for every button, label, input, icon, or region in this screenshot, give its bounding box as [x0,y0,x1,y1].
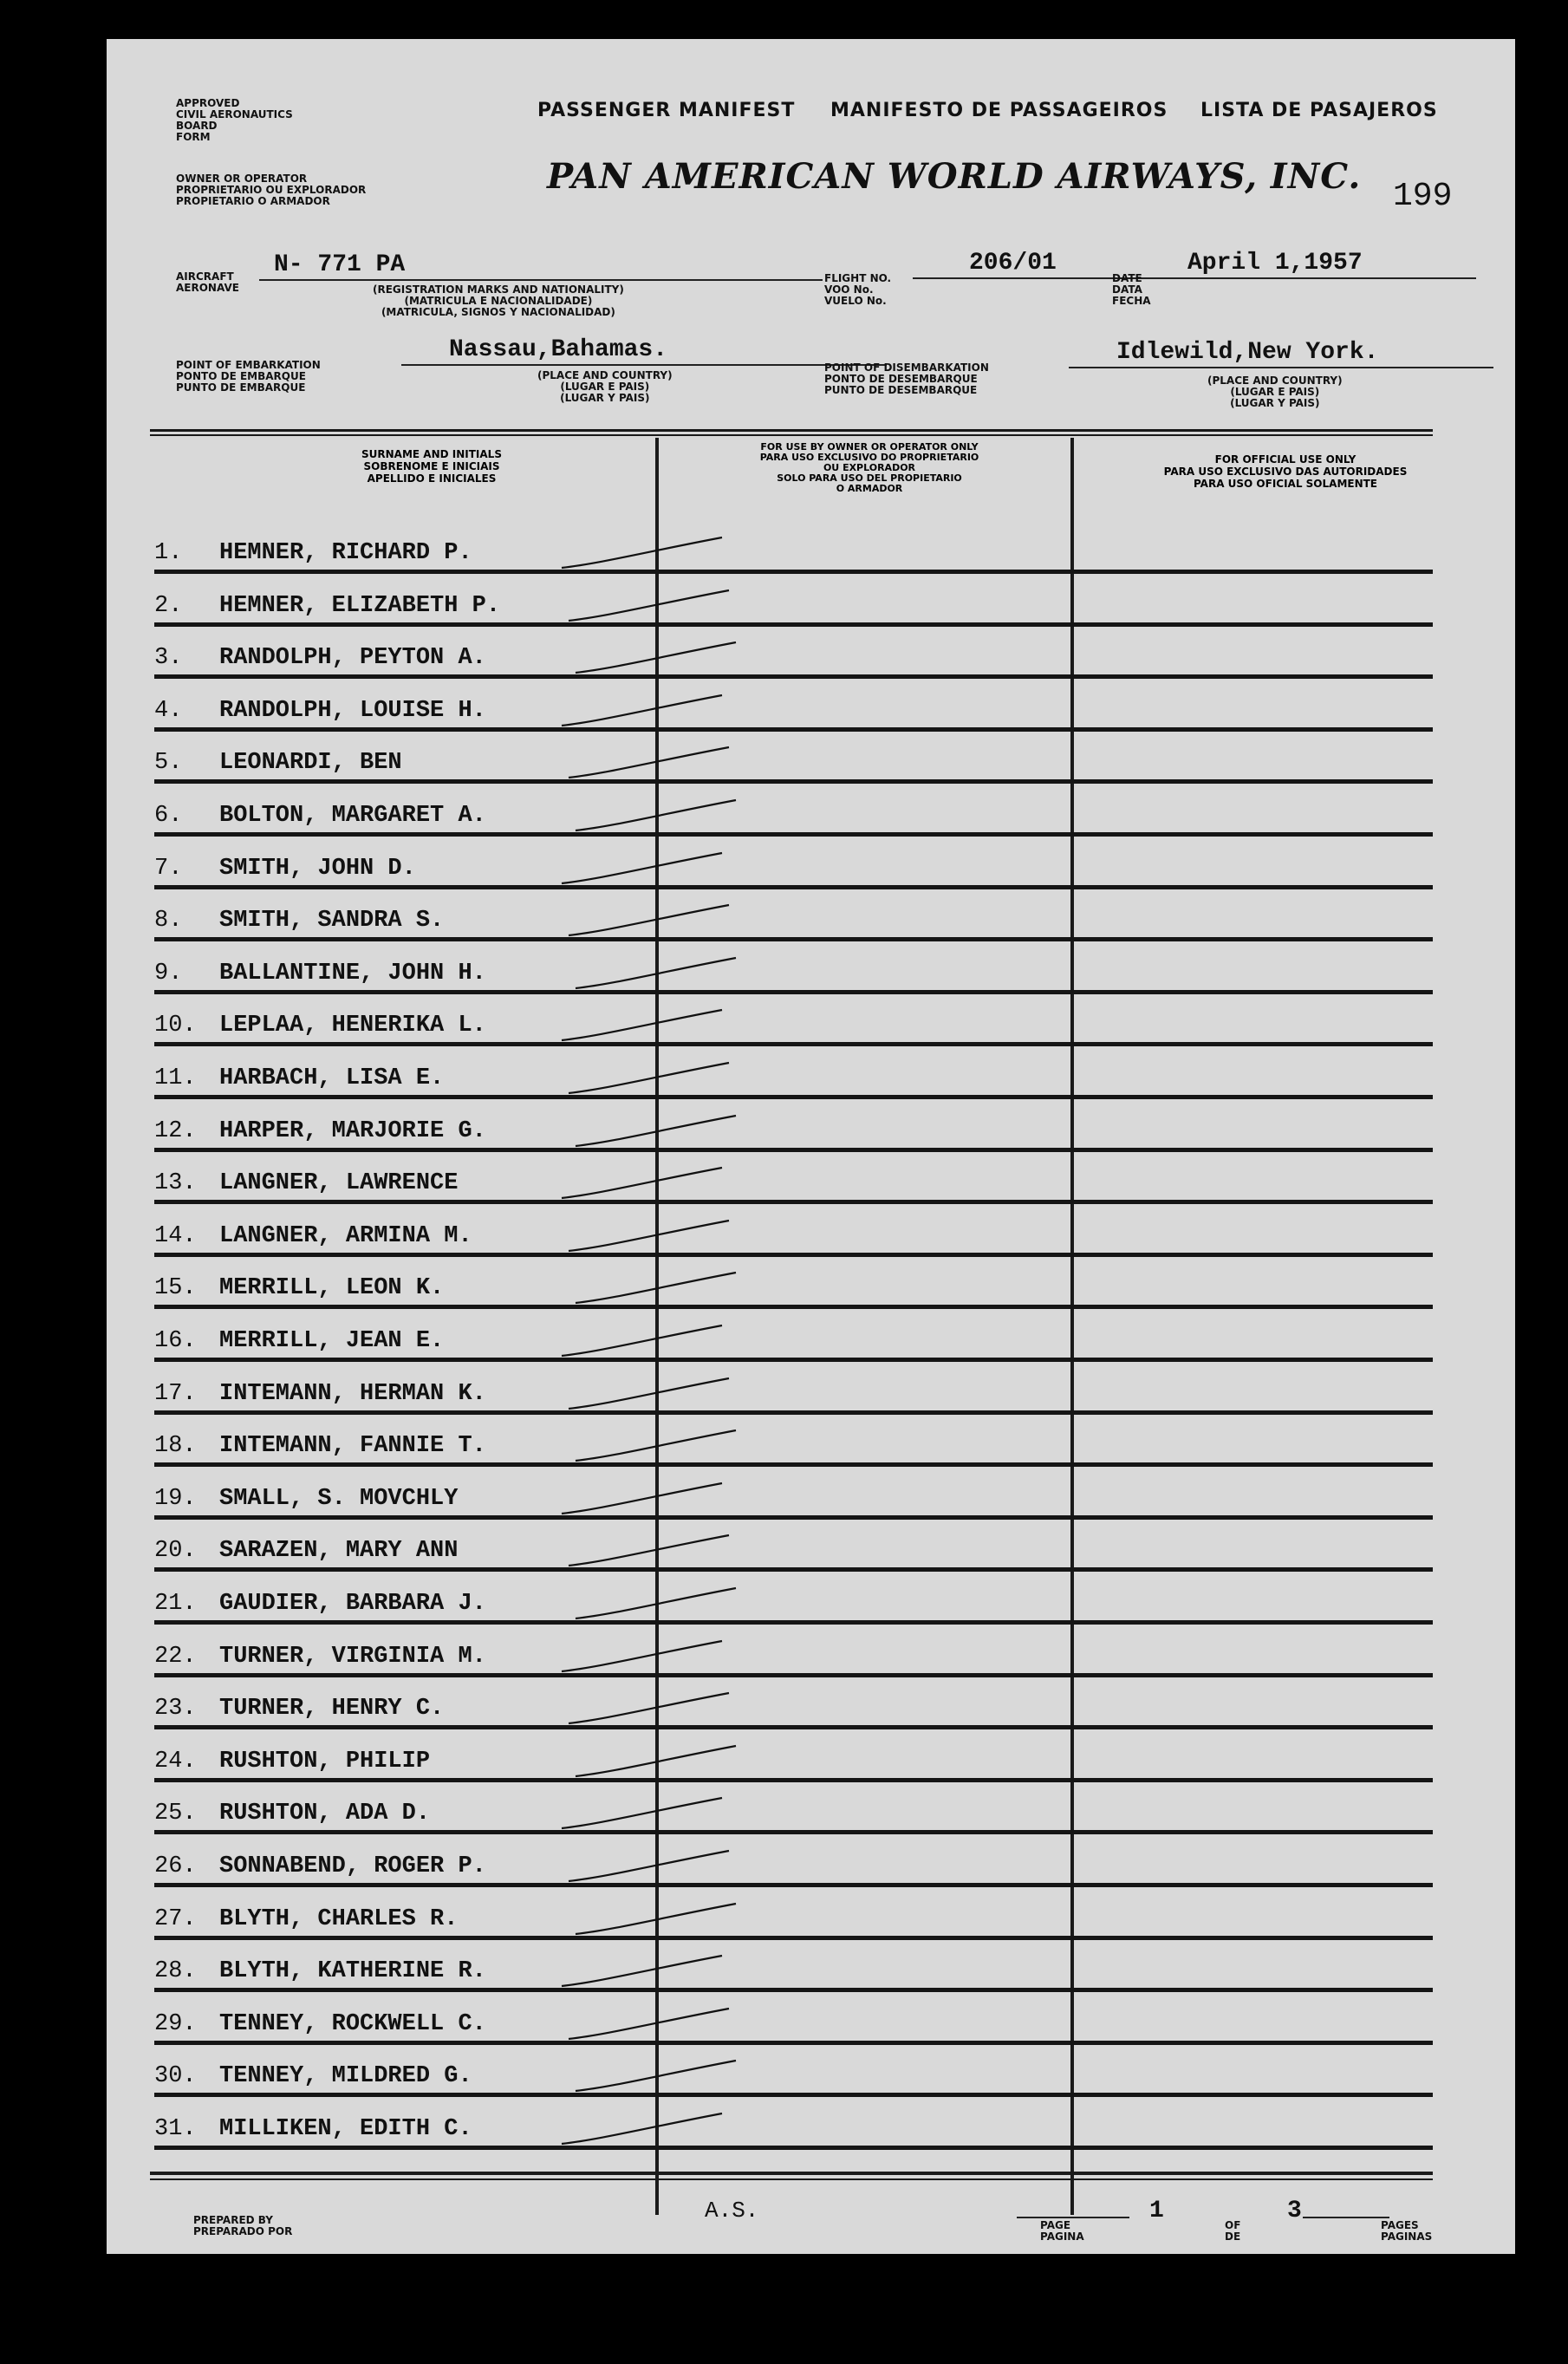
passenger-name: LEONARDI, BEN [219,750,402,776]
check-mark-stroke [564,1058,738,1102]
passenger-name: SMITH, SANDRA S. [219,908,445,934]
check-mark-stroke [571,1426,745,1469]
aircraft-label-line: AIRCRAFT [176,270,234,283]
prepared-initials: A.S. [705,2198,759,2224]
flight-label-line: VOO No. [824,283,874,296]
passenger-number: 15. [154,1275,197,1301]
passenger-name: RUSHTON, PHILIP [219,1749,431,1775]
colhead-line: PARA USO EXCLUSIVO DO PROPRIETARIO [759,452,979,463]
row-rule [154,779,1433,784]
check-mark-stroke [564,1216,738,1260]
check-mark-stroke [557,691,731,734]
passenger-name: BLYTH, KATHERINE R. [219,1958,486,1984]
embark-sub-line: (LUGAR E PAIS) [560,381,650,393]
row-rule [154,2146,1433,2150]
row-rule [154,1305,1433,1309]
column-divider-right [1070,438,1074,2215]
passenger-number: 12. [154,1118,197,1144]
aircraft-value: N- 771 PA [274,251,406,278]
passenger-number: 5. [154,750,183,776]
embark-value: Nassau,Bahamas. [449,336,668,363]
row-rule [154,1830,1433,1834]
passenger-number: 16. [154,1328,197,1354]
check-mark-stroke [571,1111,745,1155]
flight-value: 206/01 [969,250,1057,277]
check-mark-stroke [571,954,745,997]
row-rule [154,1620,1433,1625]
passenger-name: SMITH, JOHN D. [219,856,416,882]
form-info-line: BOARD [176,120,218,132]
passenger-name: GAUDIER, BARBARA J. [219,1591,486,1617]
page-stamp: 199 [1393,178,1453,215]
embark-label-line: POINT OF EMBARKATION [176,359,321,371]
date-value: April 1,1957 [1187,250,1363,277]
embark-label-line: PUNTO DE EMBARQUE [176,381,306,394]
check-mark-stroke [557,1006,731,1049]
passenger-number: 22. [154,1644,197,1670]
colhead-line: FOR OFFICIAL USE ONLY [1214,453,1357,466]
row-rule [154,1462,1433,1467]
passenger-number: 13. [154,1170,197,1196]
check-mark-stroke [564,2004,738,2048]
colhead-line: PARA USO OFICIAL SOLAMENTE [1193,478,1378,490]
disembark-label-line: POINT OF DISEMBARKATION [824,361,989,374]
row-rule [154,1148,1433,1152]
passenger-number: 20. [154,1538,197,1564]
passenger-number: 18. [154,1433,197,1459]
title-spanish: LISTA DE PASAJEROS [1200,100,1438,121]
row-rule [154,1410,1433,1415]
passenger-name: BLYTH, CHARLES R. [219,1906,459,1932]
embark-label-line: PONTO DE EMBARQUE [176,370,306,382]
embark-underline [401,364,887,366]
passenger-number: 23. [154,1696,197,1722]
of-label [1225,2220,1240,2243]
disembark-sub-line: (LUGAR E PAIS) [1230,386,1320,398]
prepared-by-label [193,2215,292,2237]
colhead-line: SOBRENOME E INICIAIS [363,460,500,472]
disembark-sub-line: (PLACE AND COUNTRY) [1207,374,1343,387]
row-rule [154,990,1433,994]
company-name: PAN AMERICAN WORLD AIRWAYS, INC. [547,156,1362,197]
row-rule [154,622,1433,627]
row-rule [154,674,1433,679]
embark-sub-line: (PLACE AND COUNTRY) [537,369,673,381]
table-bottom-rule [150,2172,1433,2175]
of-label-line: OF [1225,2219,1241,2231]
row-rule [154,1725,1433,1729]
colhead-line: SURNAME AND INITIALS [361,448,502,460]
owner-label-line: PROPRIETARIO OU EXPLORADOR [176,184,367,196]
check-mark-stroke [571,638,745,681]
passenger-number: 21. [154,1591,197,1617]
row-rule [154,2093,1433,2097]
passenger-number: 11. [154,1065,197,1091]
row-rule [154,1673,1433,1677]
owner-label-line: OWNER OR OPERATOR [176,173,308,185]
passenger-name: BOLTON, MARGARET A. [219,803,486,829]
check-mark-stroke [571,1268,745,1312]
disembark-caption [1207,375,1343,409]
disembark-label-line: PUNTO DE DESEMBARQUE [824,384,978,396]
row-rule [154,1883,1433,1887]
page-label [1040,2220,1084,2243]
passenger-name: RANDOLPH, LOUISE H. [219,698,486,724]
row-rule [154,937,1433,941]
registration-caption [373,284,624,318]
pages-label [1381,2220,1432,2243]
passenger-name: TURNER, VIRGINIA M. [219,1644,486,1670]
column-header-names [228,448,635,485]
pages-label-line: PAGES [1381,2219,1419,2231]
passenger-number: 1. [154,540,183,566]
check-mark-stroke [564,901,738,944]
passenger-number: 4. [154,698,183,724]
passenger-name: RUSHTON, ADA D. [219,1801,431,1827]
passenger-number: 6. [154,803,183,829]
passenger-name: BALLANTINE, JOHN H. [219,961,486,987]
check-mark-stroke [557,1794,731,1837]
colhead-line: APELLIDO E INICIALES [367,472,497,485]
passenger-name: TURNER, HENRY C. [219,1696,445,1722]
passenger-number: 31. [154,2116,197,2142]
passenger-name: SMALL, S. MOVCHLY [219,1486,459,1512]
date-label-line: DATA [1112,283,1142,296]
form-info-line: CIVIL AERONAUTICS [176,108,293,120]
check-mark-stroke [557,849,731,892]
passenger-name: HARPER, MARJORIE G. [219,1118,486,1144]
passenger-number: 7. [154,856,183,882]
passenger-number: 2. [154,593,183,619]
check-mark-stroke [557,533,731,576]
passenger-number: 30. [154,2063,197,2089]
passenger-name: TENNEY, MILDRED G. [219,2063,472,2089]
row-rule [154,885,1433,889]
table-top-rule [150,429,1433,432]
passenger-name: SONNABEND, ROGER P. [219,1853,486,1879]
page-label-line: PAGINA [1040,2230,1084,2243]
row-rule [154,1778,1433,1782]
disembark-label-line: PONTO DE DESEMBARQUE [824,373,978,385]
check-mark-stroke [557,1163,731,1207]
colhead-line: PARA USO EXCLUSIVO DAS AUTORIDADES [1163,466,1408,478]
aircraft-label [176,271,239,294]
check-mark-stroke [564,743,738,786]
form-info-line: APPROVED [176,97,240,109]
form-info-line: FORM [176,131,211,143]
passenger-number: 19. [154,1486,197,1512]
passenger-number: 14. [154,1223,197,1249]
check-mark-stroke [557,1479,731,1522]
check-mark-stroke [557,1951,731,1995]
of-label-line: DE [1225,2230,1241,2243]
prepared-line: PREPARADO POR [193,2225,293,2237]
passenger-number: 28. [154,1958,197,1984]
check-mark-stroke [571,2056,745,2100]
flight-label-line: FLIGHT NO. [824,272,892,284]
column-header-owner-use [661,442,1077,494]
passenger-number: 9. [154,961,183,987]
passenger-number: 3. [154,645,183,671]
title-english: PASSENGER MANIFEST [537,100,796,121]
prepared-line: PREPARED BY [193,2214,273,2226]
passenger-name: MERRILL, JEAN E. [219,1328,445,1354]
row-rule [154,570,1433,574]
passenger-name: TENNEY, ROCKWELL C. [219,2011,486,2037]
row-rule [154,1358,1433,1362]
check-mark-stroke [571,1899,745,1943]
passenger-number: 17. [154,1381,197,1407]
check-mark-stroke [564,586,738,629]
check-mark-stroke [557,1321,731,1364]
passenger-number: 25. [154,1801,197,1827]
colhead-line: FOR USE BY OWNER OR OPERATOR ONLY [760,441,979,453]
passenger-number: 27. [154,1906,197,1932]
disembark-sub-line: (LUGAR Y PAIS) [1230,397,1320,409]
registration-line: (REGISTRATION MARKS AND NATIONALITY) [373,283,624,296]
embark-sub-line: (LUGAR Y PAIS) [560,392,650,404]
passenger-number: 29. [154,2011,197,2037]
passenger-name: RANDOLPH, PEYTON A. [219,645,486,671]
passenger-name: LANGNER, LAWRENCE [219,1170,459,1196]
form-approval-block [176,98,293,143]
column-header-official-use [1069,453,1502,490]
flight-label-line: VUELO No. [824,295,887,307]
registration-line: (MATRICULA, SIGNOS Y NACIONALIDAD) [381,306,615,318]
row-rule [154,1253,1433,1257]
colhead-line: SOLO PARA USO DEL PROPIETARIO [777,472,962,484]
pages-label-line: PAGINAS [1381,2230,1433,2243]
title-portuguese: MANIFESTO DE PASSAGEIROS [830,100,1168,121]
page-underline [1017,2217,1129,2218]
passenger-name: HARBACH, LISA E. [219,1065,445,1091]
row-rule [154,1988,1433,1992]
passenger-name: MERRILL, LEON K. [219,1275,445,1301]
table-bottom-rule-thin [150,2178,1433,2180]
passenger-name: HEMNER, ELIZABETH P. [219,593,501,619]
table-top-rule-thin [150,434,1433,436]
check-mark-stroke [571,796,745,839]
aircraft-underline [259,279,823,281]
date-underline [1147,277,1476,279]
passenger-number: 8. [154,908,183,934]
date-label-line: DATE [1112,272,1142,284]
passenger-name: MILLIKEN, EDITH C. [219,2116,472,2142]
embark-label [176,360,321,394]
check-mark-stroke [564,1374,738,1417]
passenger-name: LANGNER, ARMINA M. [219,1223,472,1249]
row-rule [154,1200,1433,1204]
passenger-name: SARAZEN, MARY ANN [219,1538,459,1564]
row-rule [154,1515,1433,1520]
check-mark-stroke [571,1584,745,1627]
row-rule [154,1936,1433,1940]
flight-label [824,273,891,307]
check-mark-stroke [557,2109,731,2152]
disembark-underline [1069,367,1493,368]
embark-caption [537,370,673,404]
disembark-label [824,362,989,396]
registration-line: (MATRICULA E NACIONALIDADE) [404,295,593,307]
date-label [1112,273,1151,307]
check-mark-stroke [564,1531,738,1574]
check-mark-stroke [564,1846,738,1890]
passenger-name: HEMNER, RICHARD P. [219,540,472,566]
passenger-number: 10. [154,1013,197,1039]
passenger-name: INTEMANN, FANNIE T. [219,1433,486,1459]
passenger-name: LEPLAA, HENERIKA L. [219,1013,486,1039]
check-mark-stroke [557,1637,731,1680]
total-pages: 3 [1287,2198,1302,2224]
owner-label-block [176,173,366,207]
row-rule [154,727,1433,732]
check-mark-stroke [571,1742,745,1785]
passenger-number: 24. [154,1749,197,1775]
aircraft-label-line: AERONAVE [176,282,239,294]
row-rule [154,1042,1433,1046]
passenger-name: INTEMANN, HERMAN K. [219,1381,486,1407]
manifest-sheet [107,39,1515,2254]
date-label-line: FECHA [1112,295,1151,307]
row-rule [154,1095,1433,1099]
passenger-number: 26. [154,1853,197,1879]
disembark-value: Idlewild,New York. [1116,339,1379,366]
page-label-line: PAGE [1040,2219,1071,2231]
pages-underline [1303,2217,1389,2218]
page-number: 1 [1149,2198,1164,2224]
row-rule [154,2041,1433,2045]
owner-label-line: PROPIETARIO O ARMADOR [176,195,330,207]
colhead-line: O ARMADOR [836,483,903,494]
row-rule [154,832,1433,837]
check-mark-stroke [564,1689,738,1732]
row-rule [154,1567,1433,1572]
colhead-line: OU EXPLORADOR [823,462,916,473]
